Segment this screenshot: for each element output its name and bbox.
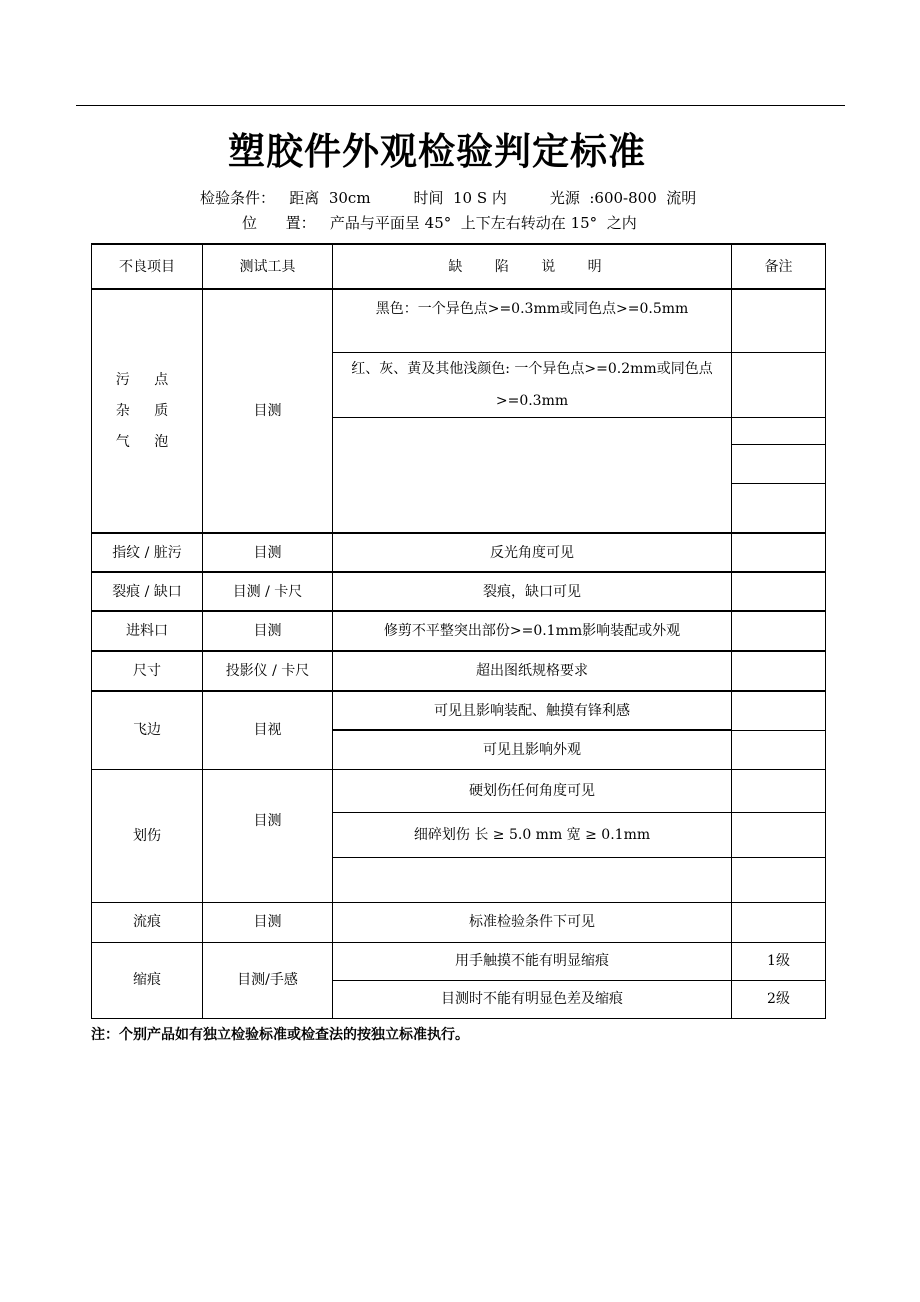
- inspection-standard-table: [91, 243, 826, 1019]
- desc-shrink-visual: 目测时不能有明显色差及缩痕: [333, 980, 732, 1018]
- defect-flash: 飞边: [92, 691, 203, 769]
- defect-scratch: 划伤: [92, 769, 203, 902]
- footnote: 注：个别产品如有独立检验标准或检查法的按独立标准执行。: [91, 1027, 469, 1043]
- remark-cell: [732, 533, 826, 572]
- desc-crack: 裂痕，缺口可见: [333, 572, 732, 611]
- defect-stain-line: 污 点: [115, 371, 179, 388]
- defect-flow: 流痕: [92, 902, 203, 942]
- tool-gate: 目测: [203, 611, 333, 651]
- table-row: [92, 611, 826, 651]
- table-header-row: [92, 244, 826, 289]
- table-row: [92, 942, 826, 980]
- remark-cell: [732, 812, 826, 857]
- desc-shrink-touch: 用手触摸不能有明显缩痕: [333, 942, 732, 980]
- table-row: [92, 651, 826, 691]
- tool-flow: 目测: [203, 902, 333, 942]
- top-divider: [76, 105, 845, 106]
- remark-level-2: 2级: [732, 980, 826, 1018]
- desc-scratch-hard: 硬划伤任何角度可见: [333, 769, 732, 812]
- tool-stain: 目测: [203, 289, 333, 533]
- table-row: [92, 902, 826, 942]
- remark-cell: [732, 352, 826, 417]
- defect-gate: 进料口: [92, 611, 203, 651]
- remark-cell: [732, 417, 826, 444]
- defect-fingerprint: 指纹 / 脏污: [92, 533, 203, 572]
- tool-fingerprint: 目测: [203, 533, 333, 572]
- remark-cell: [732, 730, 826, 769]
- table-row: [92, 572, 826, 611]
- desc-stain-light: 红、灰、黄及其他浅颜色: 一个异色点>=0.2mm或同色点>=0.3mm: [333, 352, 732, 417]
- desc-stain-black: 黑色：一个异色点>=0.3mm或同色点>=0.5mm: [333, 289, 732, 352]
- defect-impurity-line: 杂 质: [115, 402, 179, 419]
- defect-size: 尺寸: [92, 651, 203, 691]
- remark-cell: [732, 444, 826, 483]
- table-row: [92, 533, 826, 572]
- desc-flash-appearance: 可见且影响外观: [333, 730, 732, 769]
- desc-flow: 标准检验条件下可见: [333, 902, 732, 942]
- desc-size: 超出图纸规格要求: [333, 651, 732, 691]
- remark-cell: [732, 769, 826, 812]
- remark-cell: [732, 902, 826, 942]
- tool-crack: 目测 / 卡尺: [203, 572, 333, 611]
- page-title: 塑胶件外观检验判定标准: [228, 130, 646, 173]
- desc-scratch-fine: 细碎划伤 长 ≥ 5.0 mm 宽 ≥ 0.1mm: [333, 812, 732, 857]
- tool-scratch: 目测: [203, 769, 333, 902]
- tool-flash: 目视: [203, 691, 333, 769]
- desc-fingerprint: 反光角度可见: [333, 533, 732, 572]
- defect-shrink: 缩痕: [92, 942, 203, 1018]
- desc-stain-empty: [333, 417, 732, 533]
- header-description: 缺 陷 说 明: [333, 244, 732, 289]
- defect-bubble-line: 气 泡: [115, 433, 179, 450]
- remark-cell: [732, 483, 826, 533]
- header-item: 不良项目: [92, 244, 203, 289]
- table-row: [92, 289, 826, 352]
- inspection-conditions: 检验条件： 距离 30cm 时间 10 S 内 光源 :600-800 流明: [200, 189, 697, 207]
- table-row: [92, 691, 826, 730]
- remark-cell: [732, 691, 826, 730]
- inspection-position: 位 置： 产品与平面呈 45° 上下左右转动在 15° 之内: [242, 214, 637, 232]
- remark-cell: [732, 857, 826, 902]
- table-row: [92, 769, 826, 812]
- tool-size: 投影仪 / 卡尺: [203, 651, 333, 691]
- remark-cell: [732, 611, 826, 651]
- defect-crack: 裂痕 / 缺口: [92, 572, 203, 611]
- remark-cell: [732, 572, 826, 611]
- desc-gate: 修剪不平整突出部份>=0.1mm影响装配或外观: [333, 611, 732, 651]
- defect-stain: [92, 289, 203, 533]
- tool-shrink: 目测/手感: [203, 942, 333, 1018]
- remark-cell: [732, 289, 826, 352]
- desc-flash-assembly: 可见且影响装配、触摸有锋利感: [333, 691, 732, 730]
- desc-scratch-empty: [333, 857, 732, 902]
- header-tool: 测试工具: [203, 244, 333, 289]
- header-remark: 备注: [732, 244, 826, 289]
- remark-level-1: 1级: [732, 942, 826, 980]
- remark-cell: [732, 651, 826, 691]
